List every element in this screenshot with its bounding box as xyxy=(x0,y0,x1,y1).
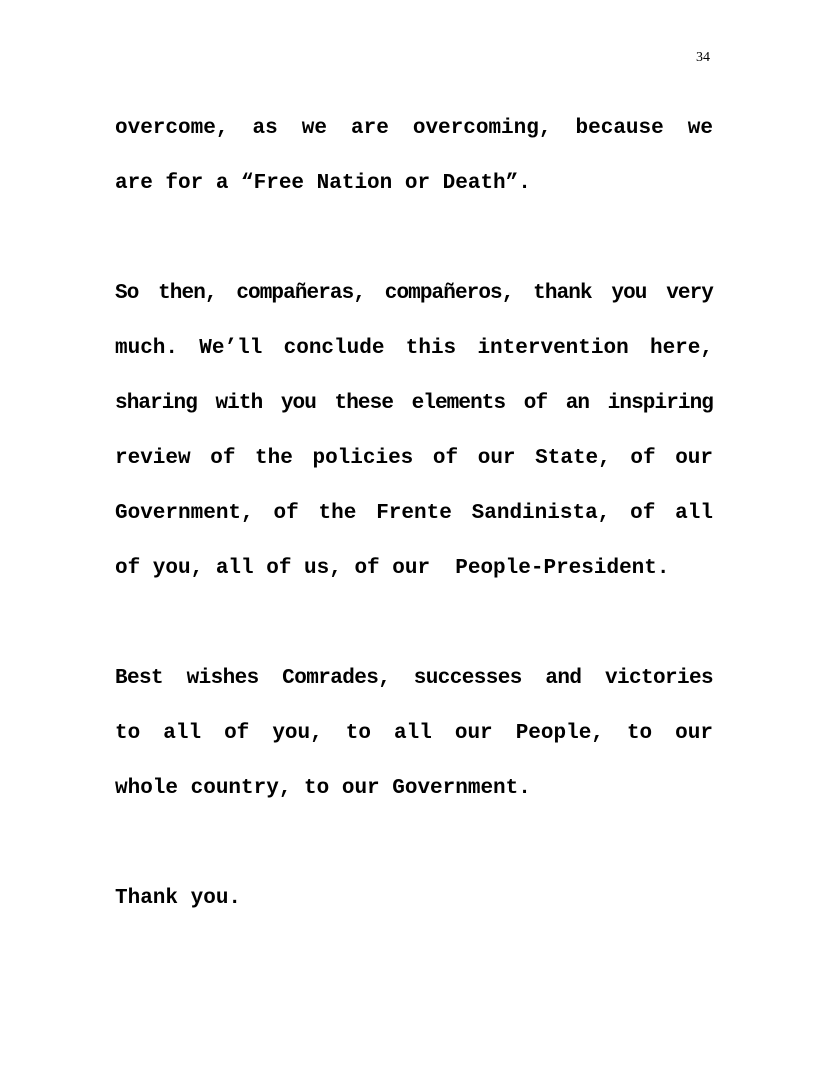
text-line: Government, of the Frente Sandinista, of all xyxy=(115,502,713,525)
text-line: of you, all of us, of our People-President. xyxy=(115,557,670,580)
text-line: review of the policies of our State, of our xyxy=(115,447,713,470)
text-line: overcome, as we are overcoming, because we xyxy=(115,117,713,140)
paragraph xyxy=(115,660,713,825)
paragraph xyxy=(115,880,713,935)
paragraph-gap xyxy=(115,220,713,275)
text-line: much. We’ll conclude this intervention here, xyxy=(115,337,713,360)
paragraph xyxy=(115,110,713,220)
text-line: So then, compañeras, compañeros, thank you very xyxy=(115,282,713,305)
text-line: Best wishes Comrades, successes and victories xyxy=(115,667,713,690)
text-line: sharing with you these elements of an inspiring xyxy=(115,392,713,415)
document-body xyxy=(115,110,713,935)
paragraph-gap xyxy=(115,605,713,660)
paragraph xyxy=(115,275,713,605)
text-line: Thank you. xyxy=(115,887,242,910)
page-number: 34 xyxy=(696,50,710,65)
text-line: whole country, to our Government. xyxy=(115,777,531,800)
text-line: are for a “Free Nation or Death”. xyxy=(115,172,531,195)
text-line: to all of you, to all our People, to our xyxy=(115,722,713,745)
paragraph-gap xyxy=(115,825,713,880)
